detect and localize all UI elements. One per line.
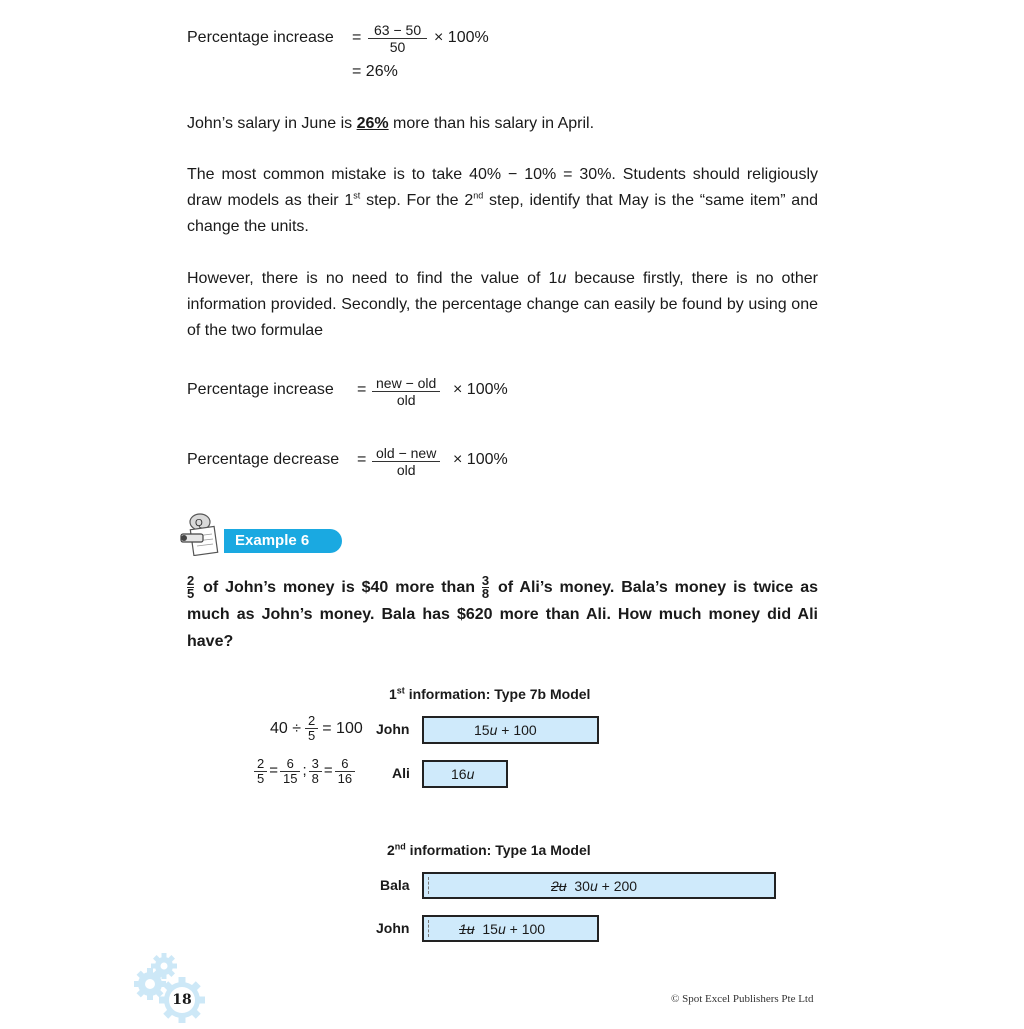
model2-bar-bala-text: 2u 30u + 200	[551, 878, 638, 894]
mistake-text-3: step, identify that May is the “same item” and change the units.	[187, 192, 818, 235]
calc1-left: 40 ÷	[270, 720, 302, 737]
copyright-text: © Spot Excel Publishers Pte Ltd	[671, 993, 814, 1005]
model1-bar-ali-text: 16u	[451, 766, 475, 782]
formula-decrease-fraction	[372, 445, 440, 478]
formula-increase-denominator: old	[396, 392, 416, 408]
model2-title-pre: 2	[387, 842, 395, 858]
conclusion-sentence	[187, 111, 594, 137]
formula-increase-fraction	[372, 375, 440, 408]
model1-bar-john-text: 15u + 100	[474, 722, 537, 738]
svg-text:Q: Q	[195, 518, 203, 529]
model1-label-john: John	[376, 721, 410, 737]
formula-top-label: Percentage increase	[187, 29, 334, 46]
model2-label-bala: Bala	[380, 877, 410, 893]
however-unit: u	[557, 270, 567, 287]
mistake-paragraph	[187, 162, 818, 240]
formula-decrease-numerator: old − new	[372, 445, 440, 462]
calc1-den: 5	[308, 728, 316, 744]
model2-title	[387, 842, 591, 858]
model2-title-post: information: Type 1a Model	[405, 842, 591, 858]
however-paragraph	[187, 266, 818, 344]
formula-top-times: × 100%	[434, 29, 489, 46]
calc2-f4-num: 6	[335, 757, 355, 772]
notepad-pencil-icon	[178, 512, 228, 556]
question-text-1: of John’s money is $40 more than	[196, 579, 482, 596]
calc2-f2-num: 6	[280, 757, 300, 772]
formula-top-denominator: 50	[389, 39, 406, 55]
calc2-eq-1: =	[269, 762, 278, 779]
conclusion-after: more than his salary in April.	[388, 115, 595, 132]
calc2-eq-2: =	[323, 762, 333, 779]
formula-increase-times: × 100%	[453, 381, 508, 398]
formula-decrease-times: × 100%	[453, 451, 508, 468]
model1-title-pre: 1	[389, 686, 397, 702]
formula-increase-numerator: new − old	[372, 375, 440, 392]
question-fraction-1	[187, 575, 194, 600]
example-badge-label: Example 6	[235, 532, 310, 549]
model1-calc-1	[270, 712, 363, 746]
calc2-f3-num: 3	[309, 757, 322, 772]
conclusion-before: John’s salary in June is	[187, 115, 357, 132]
question-fraction-2-num: 3	[481, 573, 490, 589]
question-text-2: of Ali’s money. Bala’s money is twice as much as John’s money. Bala has $620 more than Ali. How much money did Ali have?	[187, 579, 818, 650]
model2-bala-divider	[428, 877, 429, 894]
model2-bar-bala	[422, 872, 776, 899]
model1-bar-ali	[422, 760, 508, 788]
mistake-sup-2: nd	[473, 190, 484, 201]
mistake-text-2: step. For the 2	[360, 192, 474, 209]
conclusion-answer: 26%	[356, 115, 389, 132]
gears-icon	[134, 952, 214, 1024]
formula-top-numerator: 63 − 50	[368, 22, 427, 39]
model1-title-sup: st	[396, 685, 405, 696]
calc2-f1-num: 2	[254, 757, 267, 772]
calc1-num: 2	[305, 714, 318, 729]
formula-top-fraction	[368, 22, 427, 55]
model1-label-ali: Ali	[392, 765, 410, 781]
formula-decrease-label: Percentage decrease	[187, 451, 340, 468]
mistake-sup-1: st	[353, 190, 361, 201]
however-text-2: because firstly, there is no other information provided. Secondly, the percentage change can easily be found by using one of the two formulae	[187, 270, 819, 339]
calc2-sep: ;	[302, 762, 307, 779]
calc1-right: = 100	[322, 720, 363, 737]
model2-label-john: John	[376, 920, 410, 936]
model2-bar-john-text: 1u 15u + 100	[459, 921, 546, 937]
formula-top-result: = 26%	[352, 63, 398, 80]
page-number: 18	[172, 992, 192, 1008]
calc2-f2-den: 15	[283, 770, 298, 786]
formula-increase-label: Percentage increase	[187, 381, 334, 398]
mistake-text-1: The most common mistake is to take 40% − 10% = 30%. Students should religiously draw models as their 1	[187, 166, 818, 209]
formula-decrease-denominator: old	[396, 462, 416, 478]
question-fraction-2-den: 8	[481, 586, 490, 602]
model2-john-divider	[428, 920, 429, 937]
formula-decrease-equals: =	[357, 451, 367, 468]
question-fraction-1-den: 5	[187, 586, 195, 602]
however-text-1: However, there is no need to find the value of 1	[187, 270, 558, 287]
question-fraction-2	[482, 575, 489, 600]
model1-bar-john	[422, 716, 599, 744]
model1-title-post: information: Type 7b Model	[404, 686, 591, 702]
example-badge	[224, 529, 342, 553]
calc2-f4-den: 16	[337, 770, 353, 786]
question-fraction-1-num: 2	[187, 573, 195, 589]
model1-title	[389, 686, 590, 702]
model2-title-sup: nd	[394, 841, 406, 852]
model2-bar-john	[422, 915, 599, 942]
calc2-f3-den: 8	[311, 770, 319, 786]
model1-calc-2	[252, 754, 357, 788]
example-question	[187, 574, 818, 655]
formula-top-equals: =	[352, 29, 362, 46]
calc2-f1-den: 5	[257, 770, 265, 786]
formula-increase-equals: =	[357, 381, 367, 398]
